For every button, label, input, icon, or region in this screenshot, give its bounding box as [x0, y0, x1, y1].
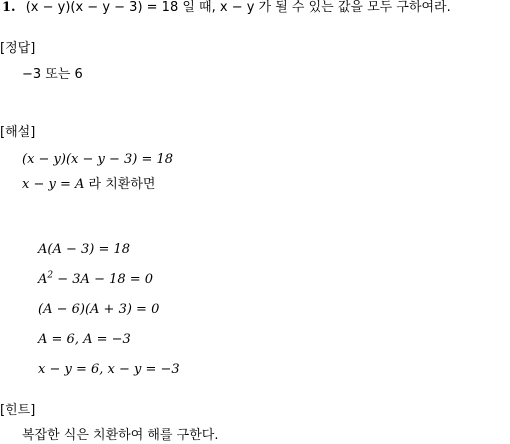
- step-1: A(A − 3) = 18: [38, 242, 131, 257]
- substitution-text: 라 치환하면: [88, 177, 156, 192]
- answer-label: [정답]: [0, 41, 36, 56]
- step-4: A = 6, A = −3: [38, 332, 131, 347]
- explanation-line-2: [22, 177, 155, 193]
- step-2-rest: − 3A − 18 = 0: [57, 272, 154, 287]
- step-5: x − y = 6, x − y = −3: [38, 362, 180, 377]
- question-line: [2, 0, 451, 16]
- answer-text: −3 또는 6: [22, 67, 83, 82]
- hint-label: [힌트]: [0, 403, 36, 418]
- explanation-label: [해설]: [0, 125, 36, 140]
- step-2-base: A: [38, 272, 48, 287]
- step-2: [38, 272, 153, 288]
- explanation-line-1: (x − y)(x − y − 3) = 18: [22, 152, 174, 167]
- step-2-exponent: 2: [47, 270, 54, 281]
- question-text: (x − y)(x − y − 3) = 18 일 때, x − y 가 될 수 있는 값을 모두 구하여라.: [25, 0, 451, 15]
- question-number: 1.: [2, 0, 16, 15]
- step-3: (A − 6)(A + 3) = 0: [38, 302, 160, 317]
- substitution-expression: x − y = A: [22, 177, 85, 192]
- hint-text: 복잡한 식은 치환하여 해를 구한다.: [22, 428, 219, 443]
